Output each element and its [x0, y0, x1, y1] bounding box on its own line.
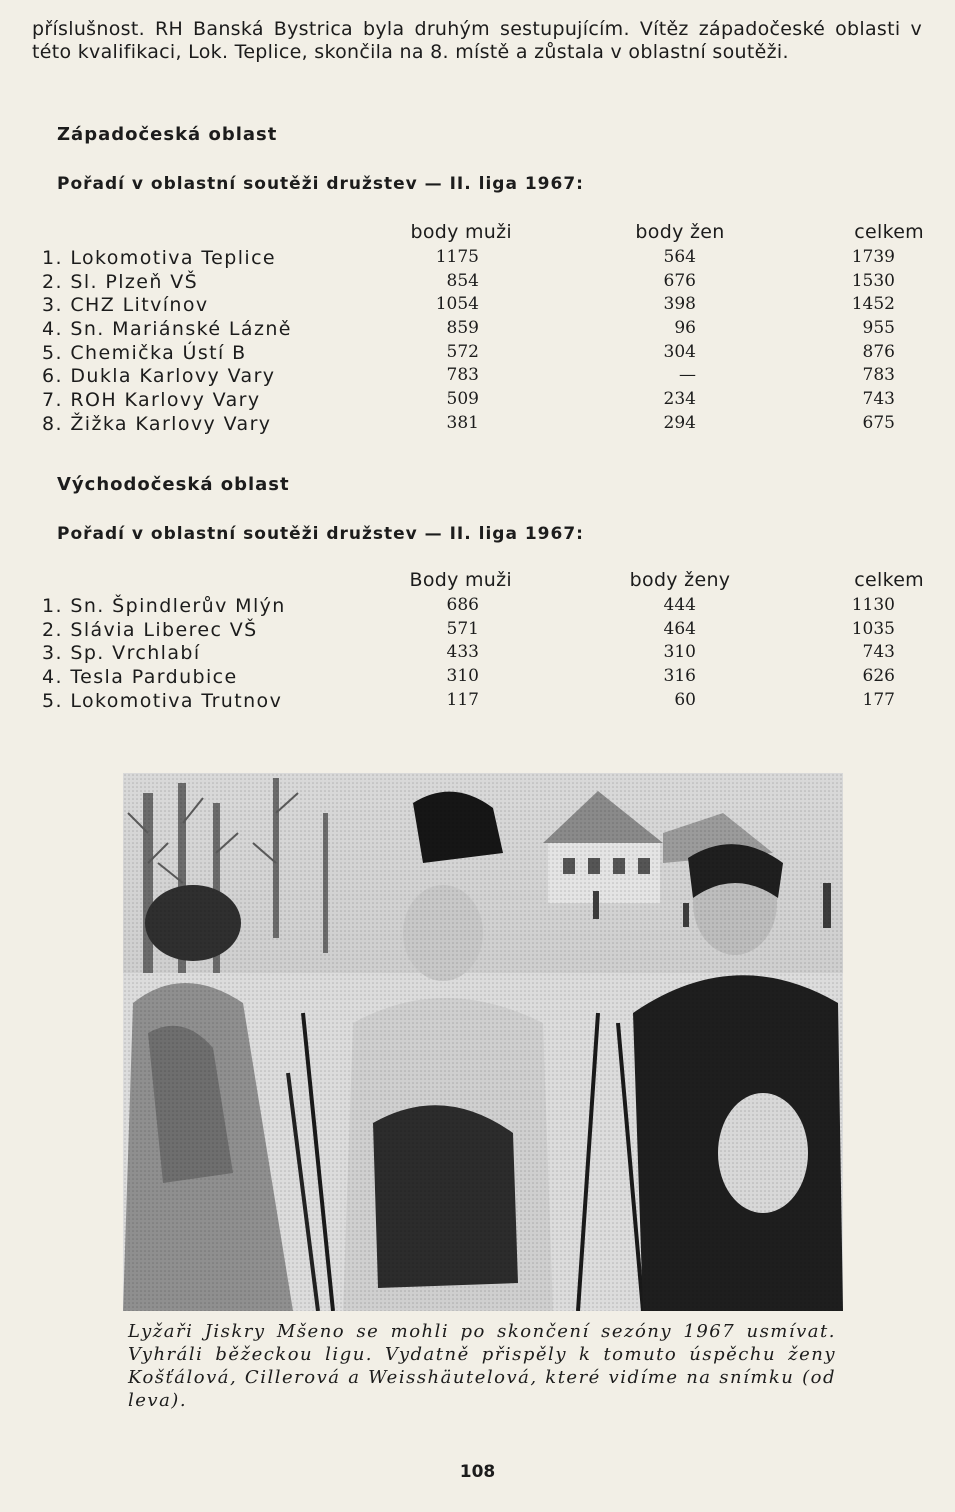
total-points: 743 [862, 389, 895, 410]
total-points: 876 [862, 341, 895, 362]
total-points: 1035 [851, 618, 895, 639]
table-row [0, 365, 955, 389]
column-header-total: celkem [854, 221, 924, 243]
women-points: 464 [663, 618, 696, 639]
team-name: 6. Dukla Karlovy Vary [42, 365, 276, 388]
team-name: 4. Sn. Mariánské Lázně [42, 318, 292, 341]
intro-paragraph: příslušnost. RH Banská Bystrica byla druhým sestupujícím. Vítěz západočeské oblasti v této kvalifikaci, Lok. Teplice, skončila na 8. místě a zůstala v oblastní soutěži. [32, 18, 922, 63]
team-name: 4. Tesla Pardubice [42, 666, 238, 689]
men-points: 571 [446, 618, 479, 639]
column-header-women: body ženy [629, 569, 731, 591]
east-standings-table [0, 569, 955, 713]
table-row [0, 666, 955, 690]
column-header-men: Body muži [409, 569, 512, 591]
west-standings-title: Pořadí v oblastní soutěži družstev — II. liga 1967: [57, 174, 584, 194]
team-name: 5. Chemička Ústí B [42, 341, 247, 364]
table-row [0, 342, 955, 366]
page-number: 108 [459, 1462, 496, 1482]
table-row [0, 413, 955, 437]
men-points: 572 [446, 341, 479, 362]
total-points: 1739 [851, 247, 895, 267]
men-points: 783 [446, 365, 479, 386]
women-points: 316 [663, 666, 696, 687]
men-points: 1054 [435, 294, 479, 315]
men-points: 854 [446, 270, 479, 291]
men-points: 117 [446, 689, 479, 710]
skiers-photo [123, 773, 843, 1311]
table-row [0, 389, 955, 413]
men-points: 686 [446, 595, 479, 615]
photo-caption: Lyžaři Jiskry Mšeno se mohli po skončení sezóny 1967 usmívat. Vyhráli běžeckou ligu. Vydatně přispěly k tomuto úspěchu ženy Košťálová, Cillerová a Weisshäutelová, které vidíme na snímku (od leva). [128, 1321, 836, 1411]
west-standings-table [0, 221, 955, 437]
column-header-women: body žen [635, 221, 725, 243]
team-name: 3. CHZ Litvínov [42, 294, 209, 317]
total-points: 626 [862, 666, 895, 687]
table-row [0, 318, 955, 342]
team-name: 1. Sn. Špindlerův Mlýn [42, 595, 286, 617]
women-points: 234 [663, 389, 696, 410]
total-points: 1452 [851, 294, 895, 315]
column-header-total: celkem [854, 569, 924, 591]
total-points: 177 [862, 689, 895, 710]
east-region-heading: Východočeská oblast [57, 474, 290, 495]
total-points: 783 [862, 365, 895, 386]
total-points: 675 [862, 412, 895, 433]
men-points: 1175 [435, 247, 479, 267]
women-points: 294 [663, 412, 696, 433]
total-points: 1530 [851, 270, 895, 291]
table-row [0, 595, 955, 619]
men-points: 310 [446, 666, 479, 687]
women-points: — [679, 365, 696, 386]
team-name: 5. Lokomotiva Trutnov [42, 689, 283, 712]
table-row [0, 690, 955, 714]
women-points: 444 [663, 595, 696, 615]
table-row [0, 642, 955, 666]
women-points: 398 [663, 294, 696, 315]
table-header [0, 221, 955, 247]
west-region-heading: Západočeská oblast [57, 124, 278, 145]
table-row [0, 271, 955, 295]
team-name: 8. Žižka Karlovy Vary [42, 412, 272, 435]
women-points: 304 [663, 341, 696, 362]
men-points: 381 [446, 412, 479, 433]
team-name: 3. Sp. Vrchlabí [42, 642, 201, 665]
women-points: 60 [674, 689, 696, 710]
women-points: 676 [663, 270, 696, 291]
table-row [0, 294, 955, 318]
team-name: 1. Lokomotiva Teplice [42, 247, 277, 269]
east-standings-title: Pořadí v oblastní soutěži družstev — II. liga 1967: [57, 524, 584, 544]
team-name: 7. ROH Karlovy Vary [42, 389, 261, 412]
column-header-men: body muži [410, 221, 512, 243]
table-header [0, 569, 955, 595]
total-points: 743 [862, 642, 895, 663]
total-points: 955 [862, 318, 895, 339]
team-name: 2. Sl. Plzeň VŠ [42, 270, 199, 293]
women-points: 564 [663, 247, 696, 267]
team-name: 2. Slávia Liberec VŠ [42, 618, 258, 641]
men-points: 433 [446, 642, 479, 663]
men-points: 509 [446, 389, 479, 410]
table-row [0, 247, 955, 271]
men-points: 859 [446, 318, 479, 339]
women-points: 96 [674, 318, 696, 339]
total-points: 1130 [851, 595, 895, 615]
women-points: 310 [663, 642, 696, 663]
table-row [0, 619, 955, 643]
